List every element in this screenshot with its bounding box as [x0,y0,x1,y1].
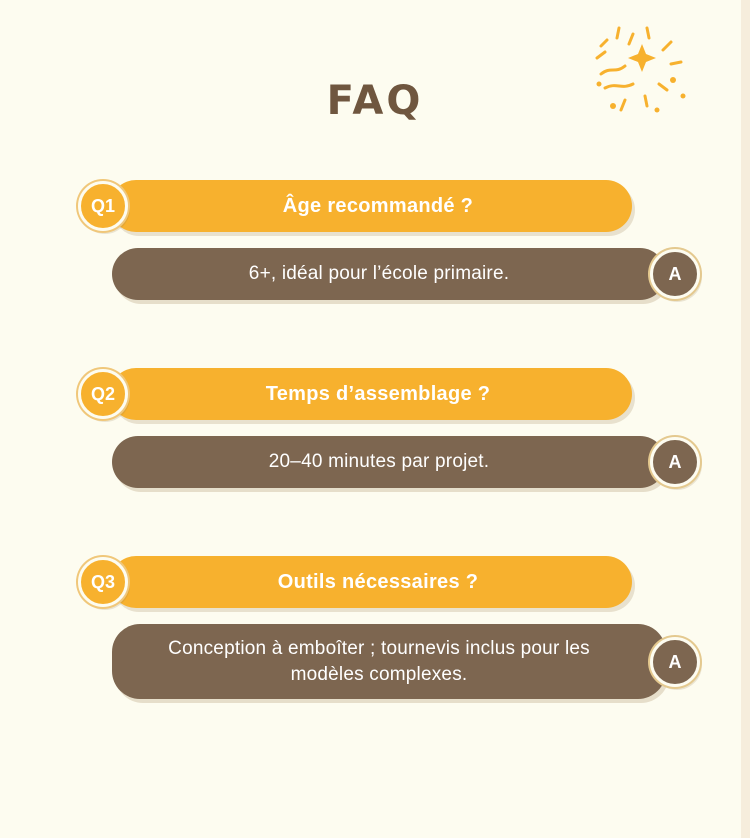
answer-row [112,624,682,699]
faq-item [0,368,750,488]
question-text: Âge recommandé ? [282,195,474,217]
answer-badge: A [650,437,700,487]
right-edge-strip [741,0,750,838]
confetti-icon [585,22,695,132]
answer-badge: A [650,637,700,687]
question-pill[interactable] [110,368,632,420]
answer-pill [112,248,682,300]
answer-text: 6+, idéal pour l’école primaire. [248,263,510,285]
question-row[interactable] [78,180,632,232]
page-title: FAQ [326,78,424,124]
question-pill[interactable] [110,180,632,232]
answer-row [112,248,682,300]
question-badge: Q1 [78,181,128,231]
question-row[interactable] [78,556,632,608]
question-row[interactable] [78,368,632,420]
page-header [0,0,750,180]
answer-badge: A [650,249,700,299]
faq-item [0,180,750,300]
faq-list [0,180,750,767]
question-text: Outils nécessaires ? [277,571,479,593]
faq-item [0,556,750,699]
answer-text: 20–40 minutes par projet. [268,451,490,473]
question-badge: Q3 [78,557,128,607]
question-text: Temps d’assemblage ? [265,383,491,405]
answer-text: Conception à emboîter ; tournevis inclus pour les modèles complexes. [168,638,590,685]
answer-row [112,436,682,488]
question-badge: Q2 [78,369,128,419]
answer-pill [112,624,682,699]
question-pill[interactable] [110,556,632,608]
answer-pill [112,436,682,488]
